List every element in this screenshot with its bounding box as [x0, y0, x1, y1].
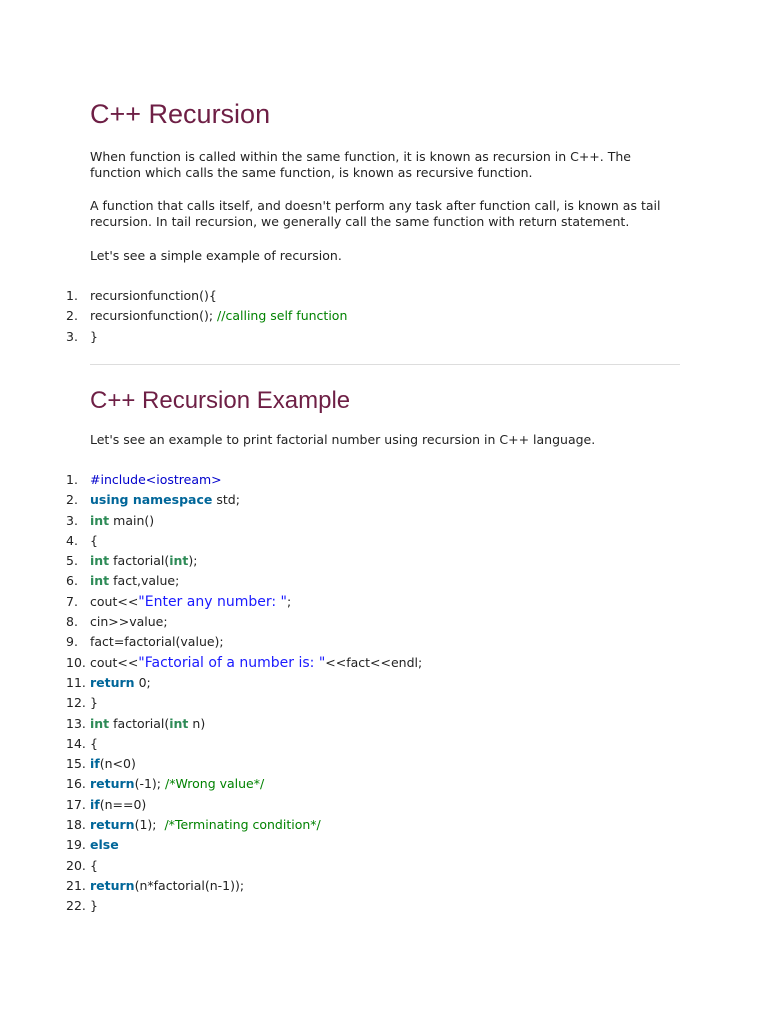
code-token: if [90, 796, 100, 812]
code-token: main() [109, 512, 155, 528]
code-token: fact=factorial(value); [90, 634, 224, 650]
line-number: 1. [66, 288, 78, 303]
line-number: 5. [66, 553, 78, 569]
code-token: cout<< [90, 593, 139, 609]
code-token: std; [212, 492, 240, 508]
code-token: ); [188, 553, 198, 569]
code-token: /*Terminating condition*/ [164, 817, 321, 833]
code-token: return [90, 817, 135, 833]
code-block-simple [0, 286, 347, 347]
line-number: 20. [66, 857, 86, 873]
code-token: int [90, 512, 110, 528]
code-token: /*Wrong value*/ [165, 776, 265, 792]
code-line [0, 470, 422, 490]
code-token: { [90, 857, 98, 873]
code-token: "Factorial of a number is: " [138, 654, 326, 671]
line-number: 18. [66, 817, 86, 833]
line-number: 17. [66, 796, 86, 812]
line-number: 14. [66, 735, 86, 751]
code-token: (n<0) [99, 756, 136, 772]
code-line [0, 551, 422, 571]
factorial-intro-paragraph: Let's see an example to print factorial number using recursion in C++ language. [90, 432, 596, 447]
code-token: (-1); [134, 776, 165, 792]
code-line [0, 306, 347, 326]
code-token: recursionfunction(); [90, 308, 218, 324]
line-number: 7. [66, 593, 78, 609]
code-token: int [169, 553, 189, 569]
code-token: (1); [134, 817, 165, 833]
section-divider [90, 364, 680, 365]
page-title: C++ Recursion [90, 99, 271, 129]
code-block-factorial [0, 470, 422, 917]
code-line [0, 571, 422, 591]
code-token: return [90, 776, 135, 792]
code-line [0, 876, 422, 896]
line-number: 10. [66, 654, 86, 670]
code-token: fact,value; [109, 573, 180, 589]
code-token: (n*factorial(n-1)); [134, 877, 245, 893]
line-number: 19. [66, 837, 86, 853]
code-token: return [90, 674, 135, 690]
line-number: 1. [66, 472, 78, 487]
code-line [0, 754, 422, 774]
code-line [0, 774, 422, 794]
tail-recursion-paragraph: A function that calls itself, and doesn't perform any task after function call, is known as tail recursion. In tail recursion, we generally call the same function with return statement. [90, 198, 661, 229]
code-token: if [90, 756, 100, 772]
code-token: #include<iostream> [90, 472, 222, 487]
line-number: 16. [66, 776, 86, 792]
section-title: C++ Recursion Example [90, 387, 351, 414]
example-intro-paragraph: Let's see a simple example of recursion. [90, 248, 342, 263]
code-token: //calling self function [217, 308, 348, 324]
code-line [0, 734, 422, 754]
code-token: cin>>value; [90, 614, 168, 630]
code-token: using namespace [90, 492, 213, 508]
code-line [0, 327, 347, 347]
code-line [0, 673, 422, 693]
code-token: } [90, 898, 98, 914]
line-number: 2. [66, 492, 78, 508]
code-token: n) [188, 715, 206, 731]
code-token: 0; [134, 674, 151, 690]
line-number: 9. [66, 634, 78, 650]
code-line [0, 795, 422, 815]
code-line [0, 511, 422, 531]
code-line [0, 653, 422, 673]
intro-paragraph: When function is called within the same function, it is known as recursion in C++. The function which calls the same function, is known as recursive function. [90, 149, 631, 180]
code-token: factorial( [109, 553, 170, 569]
code-token: recursionfunction(){ [90, 288, 217, 303]
code-token: factorial( [109, 715, 170, 731]
code-token: int [90, 573, 110, 589]
code-line [0, 896, 422, 916]
line-number: 15. [66, 756, 86, 772]
line-number: 22. [66, 898, 86, 914]
code-token: { [90, 532, 98, 548]
code-line [0, 856, 422, 876]
code-line [0, 531, 422, 551]
code-token: ; [286, 593, 292, 609]
code-token: int [90, 715, 110, 731]
line-number: 2. [66, 308, 78, 324]
line-number: 6. [66, 573, 78, 589]
code-line [0, 632, 422, 652]
code-line [0, 612, 422, 632]
code-token: (n==0) [99, 796, 147, 812]
code-line [0, 286, 347, 306]
code-token: <<fact<<endl; [325, 654, 423, 670]
line-number: 13. [66, 715, 86, 731]
line-number: 4. [66, 532, 78, 548]
code-token: } [90, 328, 98, 344]
code-token: cout<< [90, 654, 139, 670]
code-line [0, 693, 422, 713]
code-token: else [90, 837, 119, 853]
code-token: return [90, 877, 135, 893]
code-token: int [169, 715, 189, 731]
code-token: } [90, 695, 98, 711]
line-number: 21. [66, 877, 86, 893]
code-token: { [90, 735, 98, 751]
line-number: 12. [66, 695, 86, 711]
code-line [0, 592, 422, 612]
line-number: 8. [66, 614, 78, 630]
code-line [0, 815, 422, 835]
code-line [0, 490, 422, 510]
code-token: int [90, 553, 110, 569]
line-number: 3. [66, 328, 78, 344]
line-number: 11. [66, 674, 86, 690]
code-line [0, 835, 422, 855]
code-token: "Enter any number: " [138, 593, 287, 610]
code-line [0, 714, 422, 734]
line-number: 3. [66, 512, 78, 528]
